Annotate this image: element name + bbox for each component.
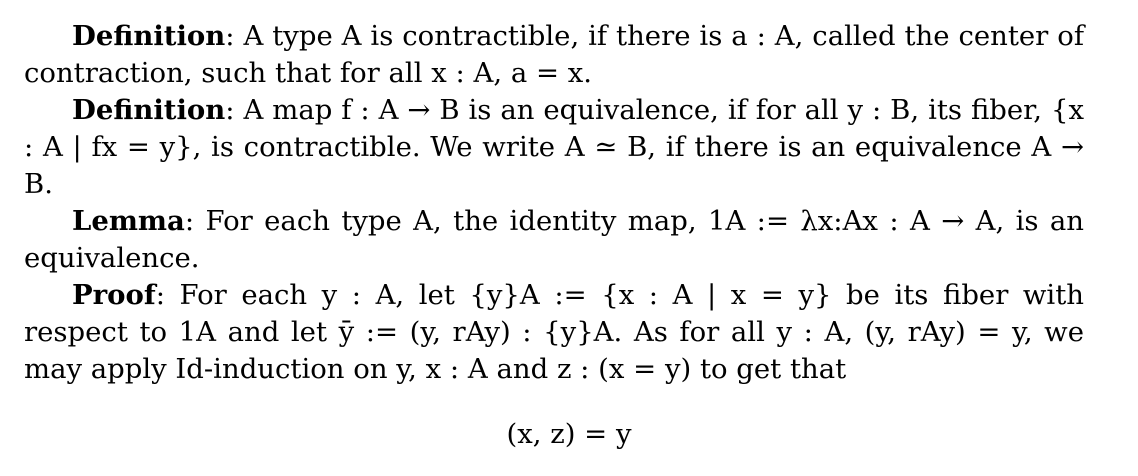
definition-contractible	[24, 18, 1084, 92]
paragraph-text: : For each y : A, let {y}A := {x : A | x = y} be its fiber with respect to 1A and let ȳ := (y, rAy) : {y}A. As for all y : A, (y, rAy) = y, we may apply Id-induction on y, x : A and z : (x = y) to get that	[24, 279, 1084, 385]
definition-equivalence	[24, 92, 1084, 203]
paragraph-heading: Lemma	[72, 205, 185, 237]
paper-body	[24, 18, 1084, 388]
paragraph-heading: Definition	[72, 20, 226, 52]
display-equation: (x, z) = y	[506, 418, 632, 450]
paragraph-text: : A type A is contractible, if there is a : A, called the center of contraction, such that for all x : A, a = x.	[24, 20, 1084, 89]
lemma-identity	[24, 203, 1084, 277]
paragraph-text: : A map f : A → B is an equivalence, if for all y : B, its fiber, {x : A | fx = y}, is contractible. We write A ≃ B, if there is an equivalence A → B.	[24, 94, 1084, 200]
paragraph-text: : For each type A, the identity map, 1A := λx:Ax : A → A, is an equivalence.	[24, 205, 1084, 274]
proof	[24, 277, 1084, 388]
paragraph-heading: Proof	[72, 279, 156, 311]
paragraph-heading: Definition	[72, 94, 226, 126]
